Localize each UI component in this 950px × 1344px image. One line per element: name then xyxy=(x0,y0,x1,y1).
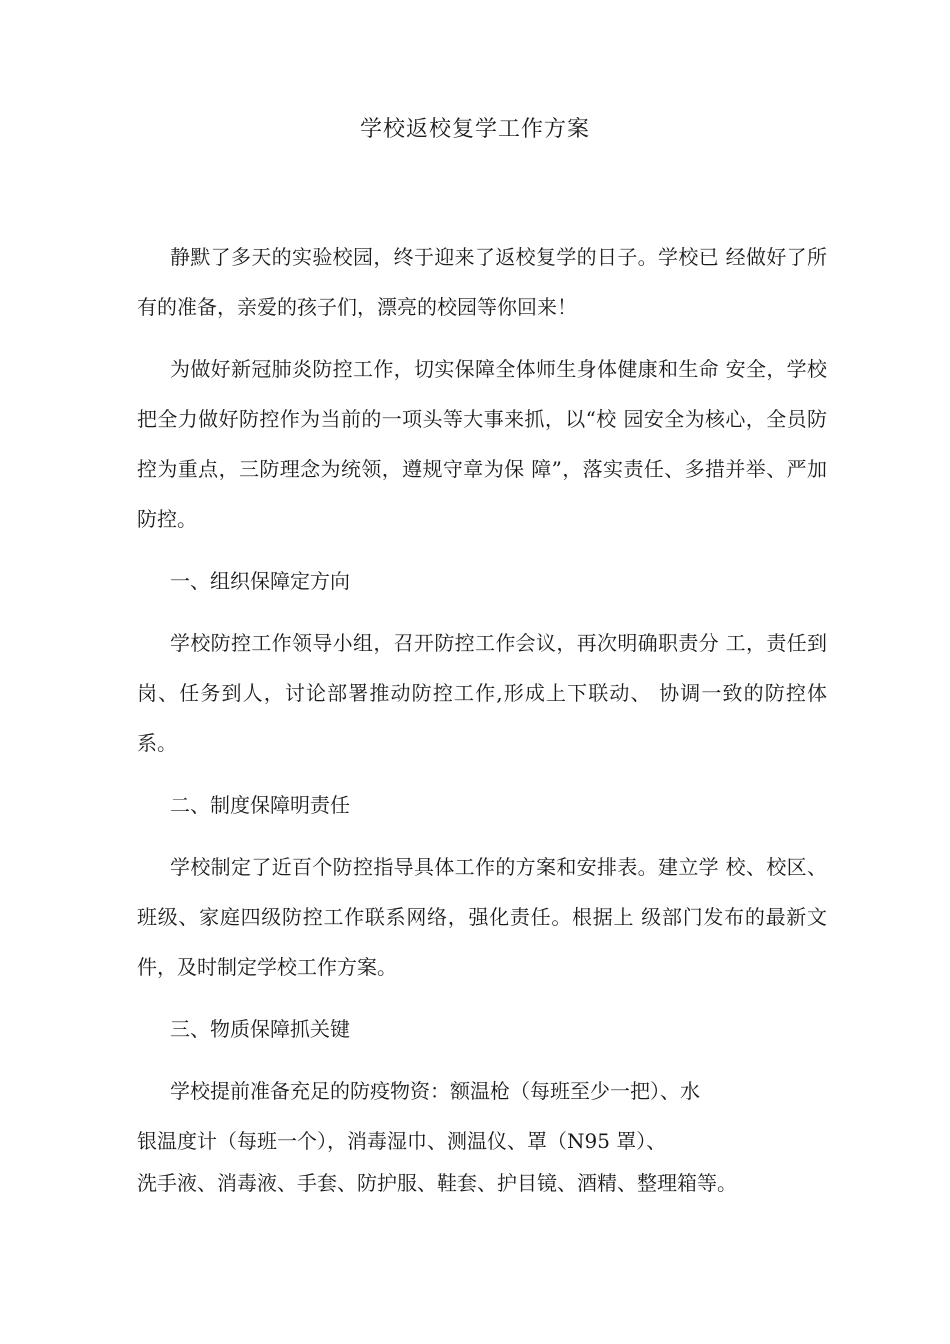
section-heading-system: 二、制度保障明责任 xyxy=(170,793,350,817)
section-body-organization: 学校防控工作领导小组，召开防控工作会议，再次明确职责分 工，责任到岗、任务到人，讨论部署推动防控工作,形成上下联动、 协调一致的防控体系。 xyxy=(137,631,827,755)
document-body xyxy=(137,232,827,1204)
section-body-system: 学校制定了近百个防控指导具体工作的方案和安排表。建立学 校、校区、班级、家庭四级防控工作联系网络，强化责任。根据上 级部门发布的最新文件，及时制定学校工作方案。 xyxy=(137,855,827,979)
document-title: 学校返校复学工作方案 xyxy=(359,117,590,142)
policy-paragraph: 为做好新冠肺炎防控工作，切实保障全体师生身体健康和生命 安全，学校把全力做好防控作为当前的一项头等大事来抓，以“校 园安全为核心，全员防控为重点，三防理念为统领，遵规守章为保 障”，落实责任、多措并举、严加防控。 xyxy=(137,357,827,531)
section-heading-organization: 一、组织保障定方向 xyxy=(170,569,350,593)
material-line: 银温度计（每班一个），消毒湿巾、测温仪、罩（N95 罩）、 xyxy=(137,1129,667,1153)
material-line: 洗手液、消毒液、手套、防护服、鞋套、护目镜、酒精、整理箱等。 xyxy=(137,1171,737,1195)
intro-paragraph: 静默了多天的实验校园，终于迎来了返校复学的日子。学校已 经做好了所有的准备，亲爱的孩子们，漂亮的校园等你回来！ xyxy=(137,245,827,319)
section-heading-material: 三、物质保障抓关键 xyxy=(170,1017,350,1041)
material-line: 学校提前准备充足的防疫物资：额温枪（每班至少一把）、水 xyxy=(170,1079,700,1103)
section-body-material xyxy=(137,1066,827,1204)
